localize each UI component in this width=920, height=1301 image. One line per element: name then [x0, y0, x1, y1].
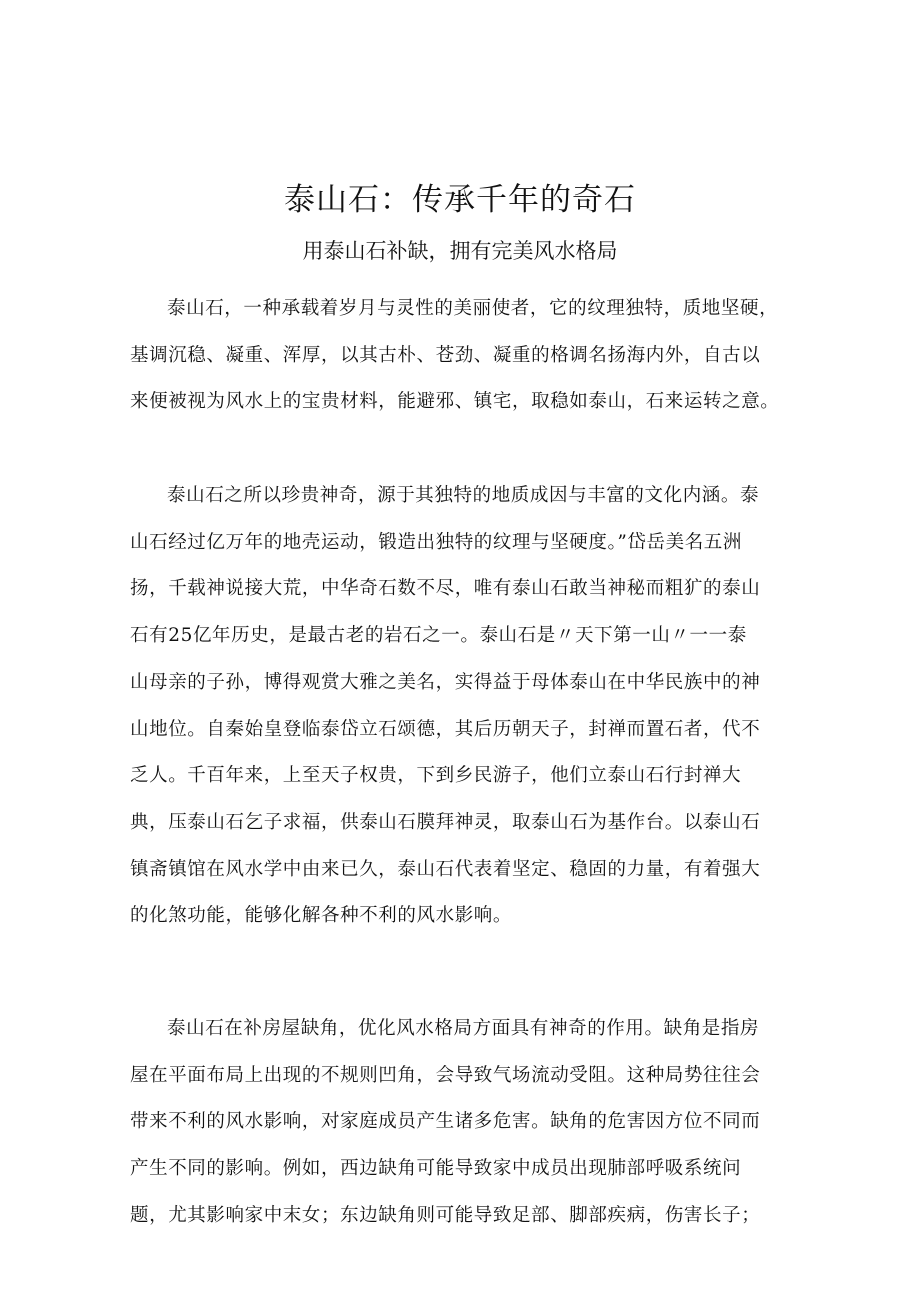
- paragraph-line: 典，压泰山石乞子求福，供泰山石膜拜神灵，取泰山石为基作台。以泰山石: [130, 811, 761, 833]
- paragraph-line: 基调沉稳、凝重、浑厚，以其古朴、苍劲、凝重的格调名扬海内外，自古以: [130, 344, 761, 366]
- paragraph-2: [130, 473, 820, 940]
- paragraph-line: 山母亲的子孙，博得观赏大雅之美名，实得益于母体泰山在中华民族中的神: [130, 671, 761, 693]
- paragraph-line: 屋在平面布局上出现的不规则凹角，会导致气场流动受阻。这种局势往往会: [130, 1064, 761, 1086]
- paragraph-1: [130, 286, 820, 426]
- paragraph-line: 镇斋镇馆在风水学中由来已久，泰山石代表着坚定、稳固的力量，有着强大: [130, 858, 761, 880]
- paragraph-line: 山地位。自秦始皇登临泰岱立石颂德，其后历朝天子，封禅而置石者，代不: [130, 718, 761, 740]
- paragraph-line: 带来不利的风水影响，对家庭成员产生诸多危害。缺角的危害因方位不同而: [130, 1111, 761, 1133]
- document-title: 泰山石：传承千年的奇石: [284, 182, 636, 218]
- paragraph-3: [130, 1006, 820, 1240]
- paragraph-line: 泰山石在补房屋缺角，优化风水格局方面具有神奇的作用。缺角是指房: [167, 1018, 760, 1039]
- paragraph-line: 来便被视为风水上的宝贵材料，能避邪、镇宅，取稳如泰山，石来运转之意。: [130, 391, 780, 413]
- paragraph-line: 产生不同的影响。例如，西边缺角可能导致家中成员出现肺部呼吸系统问: [130, 1158, 742, 1180]
- document-subtitle: 用泰山石补缺，拥有完美风水格局: [302, 239, 618, 263]
- paragraph-line: 山石经过亿万年的地壳运动，锻造出独特的纹理与坚硬度。”岱岳美名五洲: [130, 531, 743, 553]
- paragraph-line: 乏人。千百年来，上至天子权贵，下到乡民游子，他们立泰山石行封禅大: [130, 765, 742, 787]
- paragraph-line: 石有25亿年历史，是最古老的岩石之一。泰山石是〃天下第一山〃一一泰: [130, 625, 747, 647]
- paragraph-line: 泰山石，一种承载着岁月与灵性的美丽使者，它的纹理独特，质地坚硬，: [167, 298, 779, 319]
- paragraph-line: 的化煞功能，能够化解各种不利的风水影响。: [130, 905, 513, 927]
- paragraph-line: 扬，千载神说接大荒，中华奇石数不尽，唯有泰山石敢当神秘而粗犷的泰山: [130, 578, 761, 600]
- paragraph-line: 泰山石之所以珍贵神奇，源于其独特的地质成因与丰富的文化内涵。泰: [167, 485, 760, 506]
- paragraph-line: 题，尤其影响家中末女；东边缺角则可能导致足部、脚部疾病，伤害长子；: [130, 1204, 761, 1226]
